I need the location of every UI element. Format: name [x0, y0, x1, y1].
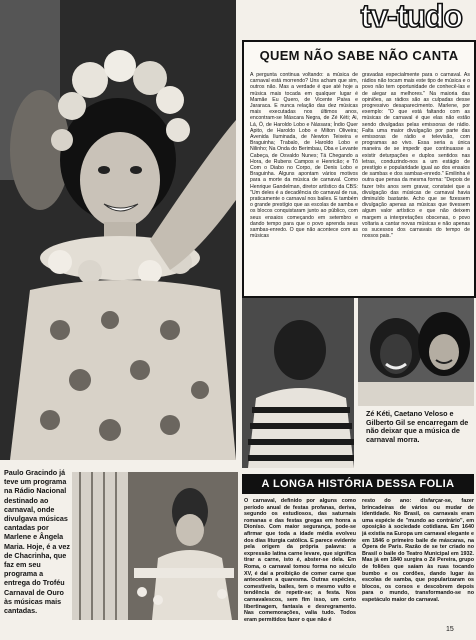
- historia-text-right: resto do ano: disfarçar-se, fazer brincadeiras de vários ou mudar de identidade. No Brasil, os carnavais eram uma espécie de "mundo ao contrário", em oposição à sociedade cotidiana. Em 1640 já existia na Europa um carnaval elegante e em 1846 o primeiro baile de máscaras, na Ópera de Paris. Razão de se ter criado no Brasil o baile do Teatro Municipal em 1932. Mas já em 1840 surgira o Zé Pereira, grupo de foliões que saíam às ruas tocando bumbo e os cordões, dando lugar às escolas de samba, que popularizaram os blocos, os corsos e descobrem depois para o mundo, transformando-se no espetáculo maior do carnaval.: [362, 498, 474, 603]
- article-column-right: [362, 72, 470, 292]
- page-number: 15: [446, 626, 454, 633]
- historia-title: A LONGA HISTÓRIA DESSA FOLIA: [242, 474, 474, 494]
- article-text-left: A pergunta continua voltando: a música de carnaval está morrendo? Uns acham que sim, outros não. Mas a verdade é que até hoje a música mais tocada em qualquer lugar é Mamãe Eu Quero, de Vicente Paiva e Jararaca. E nunca relação das dez músicas mais executadas nos últimos anos, encontram-se Máscara Negra, de Zé Kéti; Ai, Lá, Ó, de Haroldo Lobo e Nássara; Índio Quer Apito, de Haroldo Lobo e Milton Oliveira; Avenida Iluminada, de Newton Teixeira e Braguinha; Trabalo, de Haroldo Lobo e Nilinho; Na Onda do Berimbau, Oba e Levante Cabeça, de Osvaldo Nunes; Tá Chegando a Hora, de Rubens Campos e Henricão; e Tô Com o Diabo no Corpo, de Denis Lobo e Braguinha. Alguns apontam vários motivos para a morte da música de carnaval. Como Henrique Gandelman, diretor artístico da CBS: "Um deles é a decadência do carnaval de rua, praticamente o carnaval nos bailes. E também o grande prestígio que as escolas de samba e os blocos conquistaram junto ao público, com seus ensaios começando em setembro e dando tempo para que o povo aprenda seus sambas-enredo. O que não acontece com as músicas: [250, 72, 358, 240]
- historia-column-right: [362, 498, 474, 630]
- article-column-left: [250, 72, 358, 292]
- historia-text-left: O carnaval, definido por alguns como período anual de festas profanas, deriva, segundo os estudiosos, das saturnais romanas e das festas gregas em honra a Dioníso. Com maior segurança, pode-se afirmar que toda a idade média evolveu dos dias liturgia católica. E parece evidente pela origem da própria palavra: a expressão latina carne levare, que significa tirar a carne, isto é, abster-se dela. Em Roma, o carnaval tomou forma no século XV, é daí a proibição de comer carne que antecedem a quaresma. Outras espécies, comestíveis, bailes, tem o mesmo vulto e tendência de repetir-se; a festa. Nos carnavalescos, sem fim isso, um certo libertinagem, fantasia e desregramento. Nas comemorações, valia tudo. Todos eram permitidos fazer o que não é: [244, 498, 356, 623]
- historia-column-left: [244, 498, 356, 630]
- photo-caption-right: Zé Kéti, Caetano Veloso e Gilberto Gil se encarregam de não deixar que a música de carnaval morra.: [366, 409, 469, 444]
- ze-keti-photo-drawing: [242, 298, 354, 468]
- caetano-gil-photo-drawing: [358, 298, 474, 406]
- paulo-gracindo-photo: [72, 472, 238, 620]
- article-text-right: gravadas especialmente para o carnaval. As rádios não tocam mais este tipo de música e o povo não tem oportunidade de conhecê-las e de alegar as melhores." Na maioria das opiniões, as rádios são as culpadas desse progressivo desaparecimento. Marlene, por exemplo: "O que está faltando com as músicas de carnaval é que elas não estão sendo divulgadas pelas emissoras de rádio. Falta uma maior divulgação por parte das emissoras de rádio e televisão, com programas ao vivo. Essa seria a única maneira de se impedir que continuasse a existir deturpações e duplos sentidos nas letras, conduzindo-nos a um estágio de prestígio e popularidade igual ao dos ensaios de sambas e dos sambas-enredo." Emilinha é outra que pensa da mesma forma: "Depois de fazer três anos sem gravar, constatei que a divulgação das músicas de carnaval havia diminuído bastante. Acho que se fizessem divulgação apenas as músicas que tivessem algum valor artístico e que não deixem margem a interpretações obscenas, o povo voltaria a cantar novas músicas e não apenas os sucessos dos carnavais do tempo de nossos pais.": [362, 72, 470, 240]
- article-box: [242, 40, 476, 298]
- singer-photo: [0, 0, 236, 460]
- photo-caption-left: Paulo Gracindo já teve um programa na Rádio Nacional destinado ao carnaval, onde divulgava músicas cantadas por Marlene e Ângela Maria. Hoje, é a vez de Chacrinha, que faz em seu programa a entrega do Troféu Carnaval de Ouro às músicas mais cantadas.: [4, 468, 70, 616]
- paulo-gracindo-photo-drawing: [72, 472, 238, 620]
- masthead: [238, 0, 476, 34]
- caetano-gil-photo: [358, 298, 474, 406]
- masthead-title: tv-tudo: [360, 0, 462, 34]
- ze-keti-photo: [242, 298, 354, 468]
- singer-photo-drawing: [0, 0, 236, 460]
- article-title: QUEM NÃO SABE NÃO CANTA: [259, 48, 459, 63]
